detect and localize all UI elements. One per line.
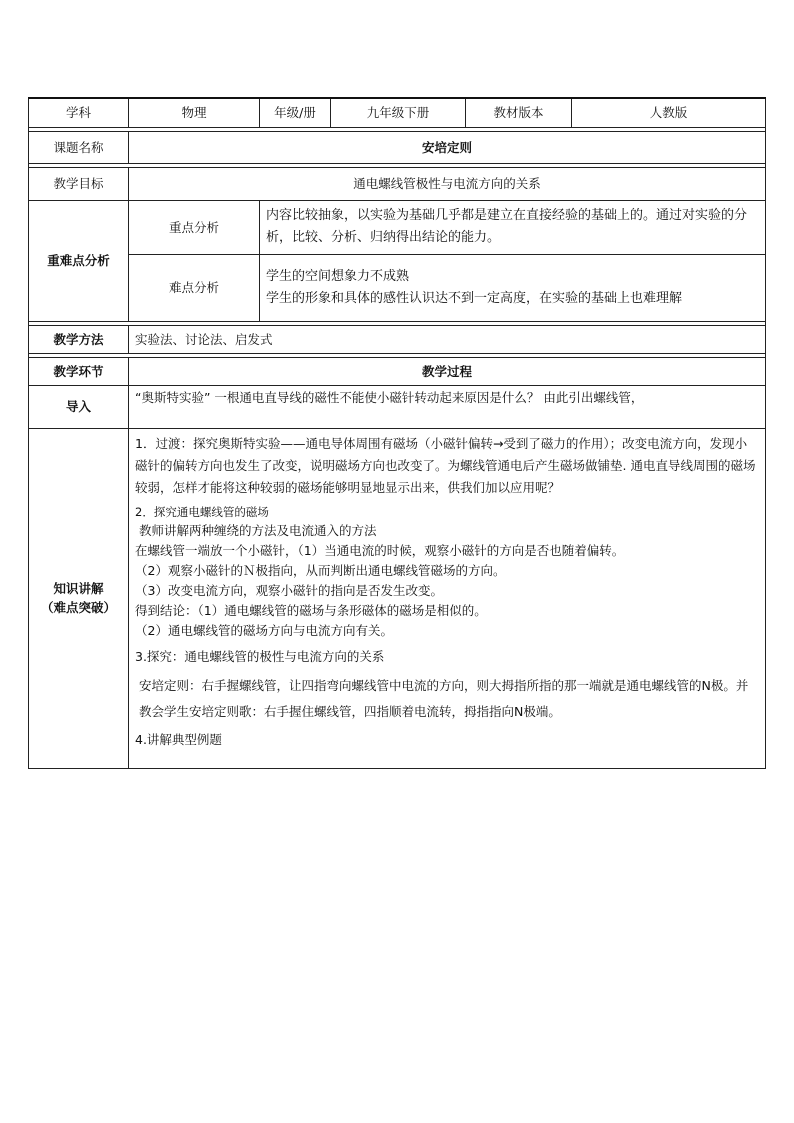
- knowledge-label: [29, 428, 129, 768]
- topic-row: [29, 131, 766, 163]
- knowledge-para-3: 教师讲解两种缠绕的方法及电流通入的方法: [139, 522, 377, 538]
- key-point-label: 重点分析: [129, 200, 260, 254]
- intro-label: 导入: [29, 385, 129, 428]
- grade-value: 九年级下册: [331, 98, 466, 127]
- difficulty-label: 重难点分析: [29, 200, 129, 321]
- hard-point-row: [29, 254, 766, 321]
- hard-point-line-2: 学生的形象和具体的感性认识达不到一定高度，在实验的基础上也难理解: [266, 290, 683, 306]
- key-point-text: 内容比较抽象，以实验为基础几乎都是建立在直接经验的基础上的。通过对实验的分析，比较、分析、归纳得出结论的能力。: [260, 200, 766, 254]
- goal-value: 通电螺线管极性与电流方向的关系: [129, 167, 766, 200]
- hard-point-label: 难点分析: [129, 254, 260, 321]
- hard-point-text: [260, 254, 766, 321]
- goal-row: [29, 167, 766, 200]
- hard-point-line-1: 学生的空间想象力不成熟: [266, 268, 410, 284]
- knowledge-row: [29, 428, 766, 768]
- knowledge-para-4: 在螺线管一端放一个小磁针，（1）当通电流的时候，观察小磁针的方向是否也随着偏转。: [135, 542, 625, 558]
- knowledge-para-6: （3）改变电流方向，观察小磁针的指向是否发生改变。: [135, 582, 443, 598]
- intro-row: [29, 385, 766, 428]
- subject-value: 物理: [129, 98, 260, 127]
- key-point-row: [29, 200, 766, 254]
- knowledge-para-8: （2）通电螺线管的磁场方向与电流方向有关。: [135, 622, 393, 638]
- header-row: [29, 98, 766, 127]
- edition-label: 教材版本: [466, 98, 572, 127]
- goal-label: 教学目标: [29, 167, 129, 200]
- knowledge-content: [129, 428, 766, 768]
- edition-value: 人教版: [572, 98, 766, 127]
- intro-value: “奥斯特实验” 一根通电直导线的磁性不能使小磁针转动起来原因是什么？ 由此引出螺线管，: [129, 385, 766, 428]
- knowledge-para-11: 4.讲解典型例题: [135, 731, 222, 747]
- lesson-plan-table: [28, 97, 766, 769]
- subject-label: 学科: [29, 98, 129, 127]
- process-head-value: 教学过程: [129, 357, 766, 385]
- knowledge-para-7: 得到结论：（1）通电螺线管的磁场与条形磁体的磁场是相似的。: [135, 602, 487, 618]
- knowledge-para-2: 2．探究通电螺线管的磁场: [135, 504, 269, 519]
- topic-value: 安培定则: [129, 131, 766, 163]
- knowledge-label-line-1: 知识讲解: [53, 581, 104, 596]
- method-label: 教学方法: [29, 325, 129, 353]
- knowledge-para-5: （2）观察小磁针的Ｎ极指向，从而判断出通电螺线管磁场的方向。: [135, 562, 506, 578]
- grade-label: 年级/册: [260, 98, 331, 127]
- knowledge-para-9: 3.探究：通电螺线管的极性与电流方向的关系: [135, 648, 385, 664]
- knowledge-para-1: 1．过渡：探究奥斯特实验——通电导体周围有磁场（小磁针偏转→受到了磁力的作用）；改变电流方向，发现小磁针的偏转方向也发生了改变，说明磁场方向也改变了。为螺线管通电后产生磁场做铺垫. 通电直导线周围的磁场较弱，怎样才能将这种较弱的磁场能够明显地显示出来，供我们加以应用呢？: [135, 435, 756, 495]
- knowledge-label-line-2: （难点突破）: [40, 600, 116, 615]
- process-head-row: [29, 357, 766, 385]
- method-row: [29, 325, 766, 353]
- topic-label: 课题名称: [29, 131, 129, 163]
- knowledge-para-10: 安培定则：右手握螺线管，让四指弯向螺线管中电流的方向，则大拇指所指的那一端就是通电螺线管的N极。并教会学生安培定则歌：右手握住螺线管，四指顺着电流转，拇指指向N极端。: [139, 677, 749, 719]
- lesson-plan-sheet: [28, 97, 765, 769]
- method-value: 实验法、讨论法、启发式: [129, 325, 766, 353]
- process-head-label: 教学环节: [29, 357, 129, 385]
